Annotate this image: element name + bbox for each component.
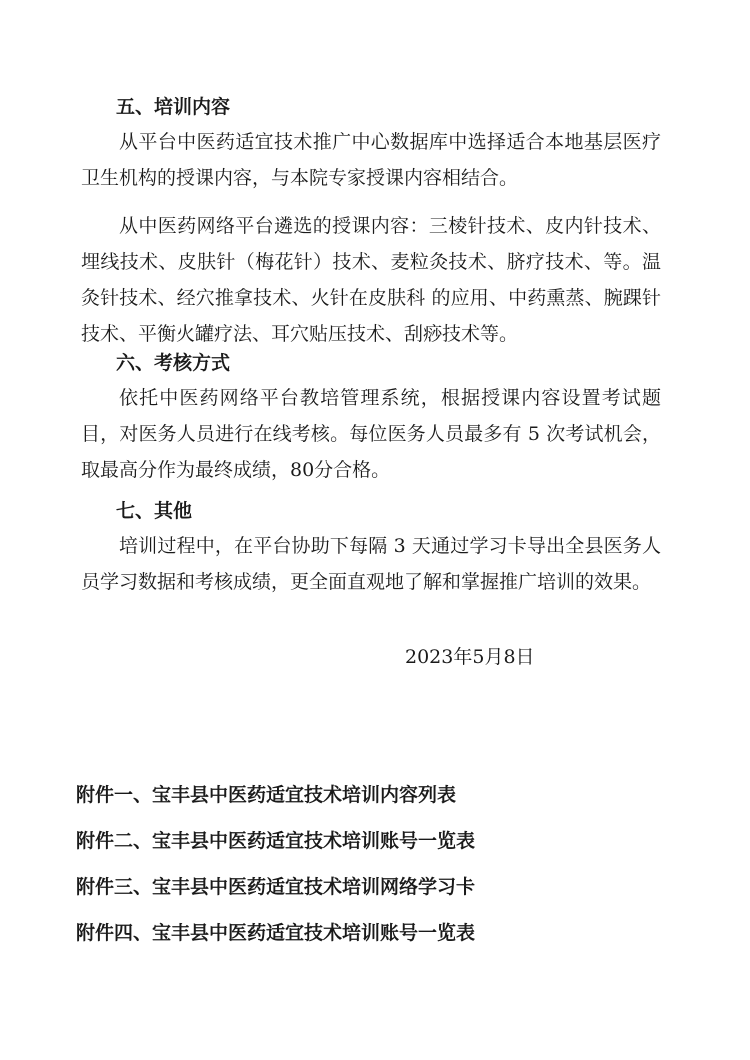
attachment-item: 附件四、宝丰县中医药适宜技术培训账号一览表 bbox=[76, 922, 476, 944]
attachment-item: 附件一、宝丰县中医药适宜技术培训内容列表 bbox=[76, 784, 457, 806]
section-7-body bbox=[81, 528, 661, 600]
section-6-heading: 六、考核方式 bbox=[116, 352, 231, 374]
attachment-item: 附件二、宝丰县中医药适宜技术培训账号一览表 bbox=[76, 830, 476, 852]
section-7-heading: 七、其他 bbox=[116, 500, 193, 522]
section-6-body bbox=[81, 380, 661, 488]
section-6-paragraph-1: 依托中医药网络平台教培管理系统，根据授课内容设置考试题目，对医务人员进行在线考核。每位医务人员最多有 5 次考试机会，取最高分作为最终成绩，80分合格。 bbox=[81, 387, 661, 481]
section-5-paragraph-1: 从平台中医药适宜技术推广中心数据库中选择适合本地基层医疗卫生机构的授课内容，与本院专家授课内容相结合。 bbox=[81, 131, 661, 189]
section-5-body bbox=[81, 124, 661, 352]
section-7-paragraph-1: 培训过程中，在平台协助下每隔 3 天通过学习卡导出全县医务人员学习数据和考核成绩，更全面直观地了解和掌握推广培训的效果。 bbox=[81, 535, 661, 593]
section-5-heading: 五、培训内容 bbox=[116, 96, 231, 118]
section-5-paragraph-2: 从中医药网络平台遴选的授课内容：三棱针技术、皮内针技术、埋线技术、皮肤针（梅花针）技术、麦粒灸技术、脐疗技术、等。温灸针技术、经穴推拿技术、火针在皮肤科 的应用、中药熏蒸、腕踝针技术、平衡火罐疗法、耳穴贴压技术、刮痧技术等。 bbox=[81, 215, 661, 345]
document-date: 2023年5月8日 bbox=[405, 646, 535, 668]
attachment-item: 附件三、宝丰县中医药适宜技术培训网络学习卡 bbox=[76, 876, 476, 898]
